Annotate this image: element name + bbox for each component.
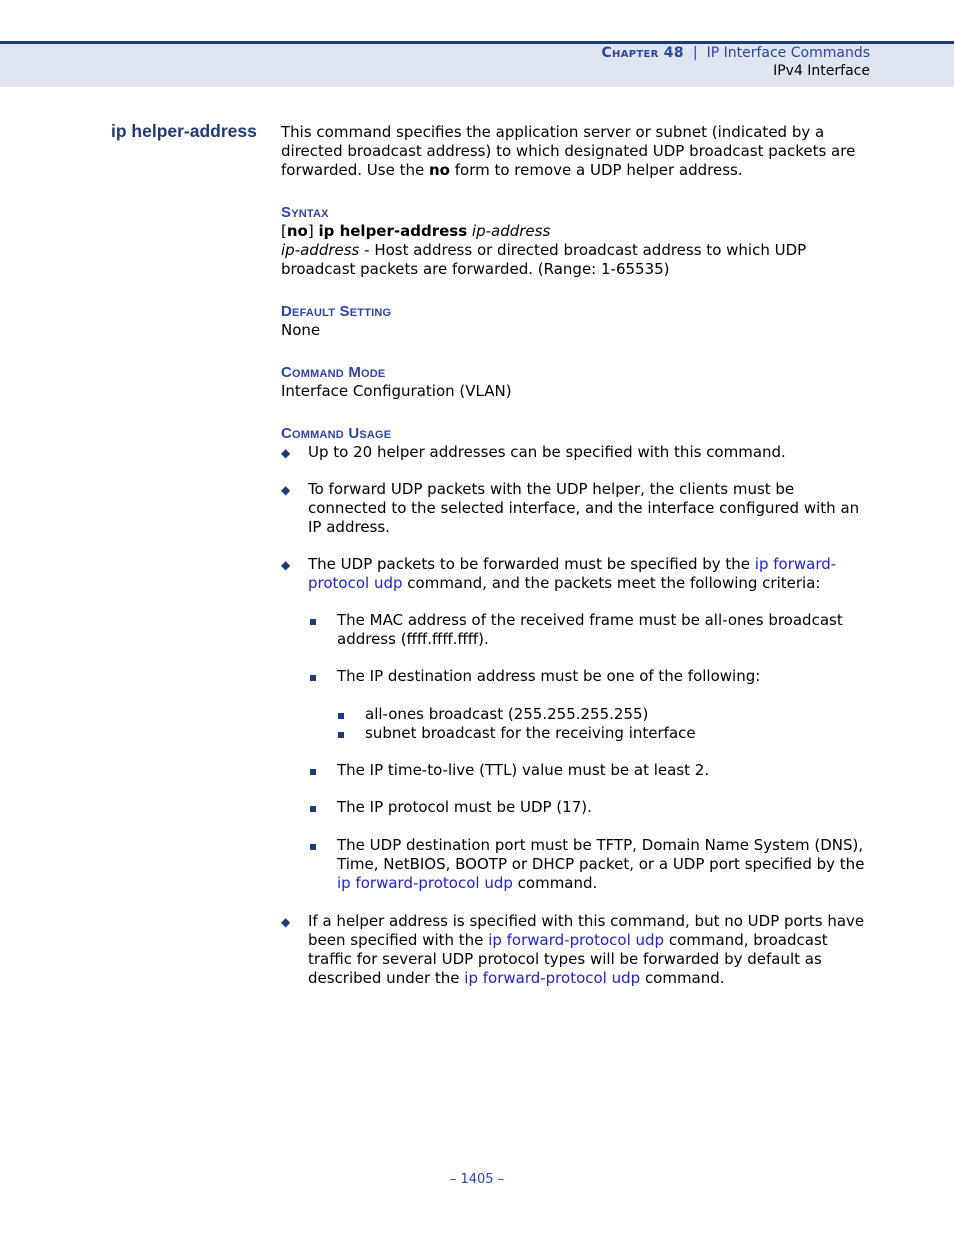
bracket-close: ] (307, 222, 319, 240)
chapter-label: Chapter 48 (601, 45, 684, 61)
intro-text-end: form to remove a UDP helper address. (449, 161, 743, 179)
command-description (281, 123, 871, 988)
criteria-udp-port (281, 836, 871, 893)
usage-bullet-2: ◆ To forward UDP packets with the UDP helper, the clients must be connected to the selected interface, and the interface configured with an IP address. (281, 480, 871, 537)
bullet-4-text: If a helper address is specified with this command, but no UDP ports have been specified with the (308, 912, 865, 949)
usage-bullet-3 (281, 555, 871, 593)
criteria-ttl: The IP time-to-live (TTL) value must be at least 2. (281, 761, 871, 780)
command-mode-heading: Command Mode (281, 364, 386, 381)
bullet-3-text: The UDP packets to be forwarded must be specified by the (308, 555, 755, 573)
bullet-4-text-end: command. (640, 969, 725, 987)
ip-forward-protocol-udp-link[interactable]: ip forward-protocol udp (488, 931, 665, 949)
criteria-mac: The MAC address of the received frame must be all-ones broadcast address (ffff.ffff.ffff). (281, 611, 871, 649)
bullet-4-text-mid: command, broadcast traffic for several UDP protocol types will be forwarded by default as described under the (308, 931, 828, 987)
criteria-udp-port-text-end: command. (512, 874, 598, 892)
criteria-udp-port-text: The UDP destination port must be TFTP, Domain Name System (DNS), Time, NetBIOS, BOOTP or DHCP packet, or a UDP port specified by the (337, 836, 865, 873)
param-name: ip-address (281, 241, 360, 259)
param-desc-text: - Host address or directed broadcast address to which UDP broadcast packets are forwarded. (Range: 1-65535) (281, 241, 807, 278)
syntax-no-keyword: no (286, 222, 308, 240)
ip-forward-protocol-udp-link[interactable]: ip forward-protocol udp (464, 969, 641, 987)
ip-forward-protocol-udp-link[interactable]: ip forward-protocol udp (308, 555, 837, 592)
section-title: IP Interface Commands (706, 45, 870, 61)
criteria-subnet-broadcast: subnet broadcast for the receiving interface (281, 724, 871, 743)
syntax-line (281, 222, 871, 241)
criteria-ip-destination: The IP destination address must be one of the following: (281, 667, 871, 686)
header-chapter-line (601, 45, 870, 61)
command-mode-value: Interface Configuration (VLAN) (281, 382, 512, 400)
intro-text: This command specifies the application server or subnet (indicated by a directed broadcast address) to which designated UDP broadcast packets are forwarded. Use the (281, 123, 856, 179)
subsection-title: IPv4 Interface (773, 63, 870, 79)
ip-forward-protocol-udp-link[interactable]: ip forward-protocol udp (337, 874, 513, 892)
syntax-param: ip-address (471, 222, 551, 240)
intro-paragraph (281, 123, 871, 180)
param-description (281, 241, 871, 279)
page-number: – 1405 – (449, 1172, 505, 1187)
command-usage-heading: Command Usage (281, 425, 392, 442)
criteria-all-ones-broadcast: all-ones broadcast (255.255.255.255) (281, 705, 871, 724)
syntax-command: ip helper-address (318, 222, 468, 240)
command-title: ip helper-address (111, 121, 257, 141)
usage-bullet-4 (281, 912, 871, 988)
intro-no-keyword: no (428, 161, 450, 179)
syntax-heading: Syntax (281, 204, 329, 221)
bullet-3-text-end: command, and the packets meet the following criteria: (402, 574, 821, 592)
bracket-open: [ (281, 222, 287, 240)
default-setting-value: None (281, 321, 321, 339)
usage-bullet-1: ◆ Up to 20 helper addresses can be specified with this command. (281, 443, 871, 462)
default-setting-heading: Default Setting (281, 303, 392, 320)
criteria-protocol: The IP protocol must be UDP (17). (281, 798, 871, 817)
header-separator: | (692, 45, 698, 61)
